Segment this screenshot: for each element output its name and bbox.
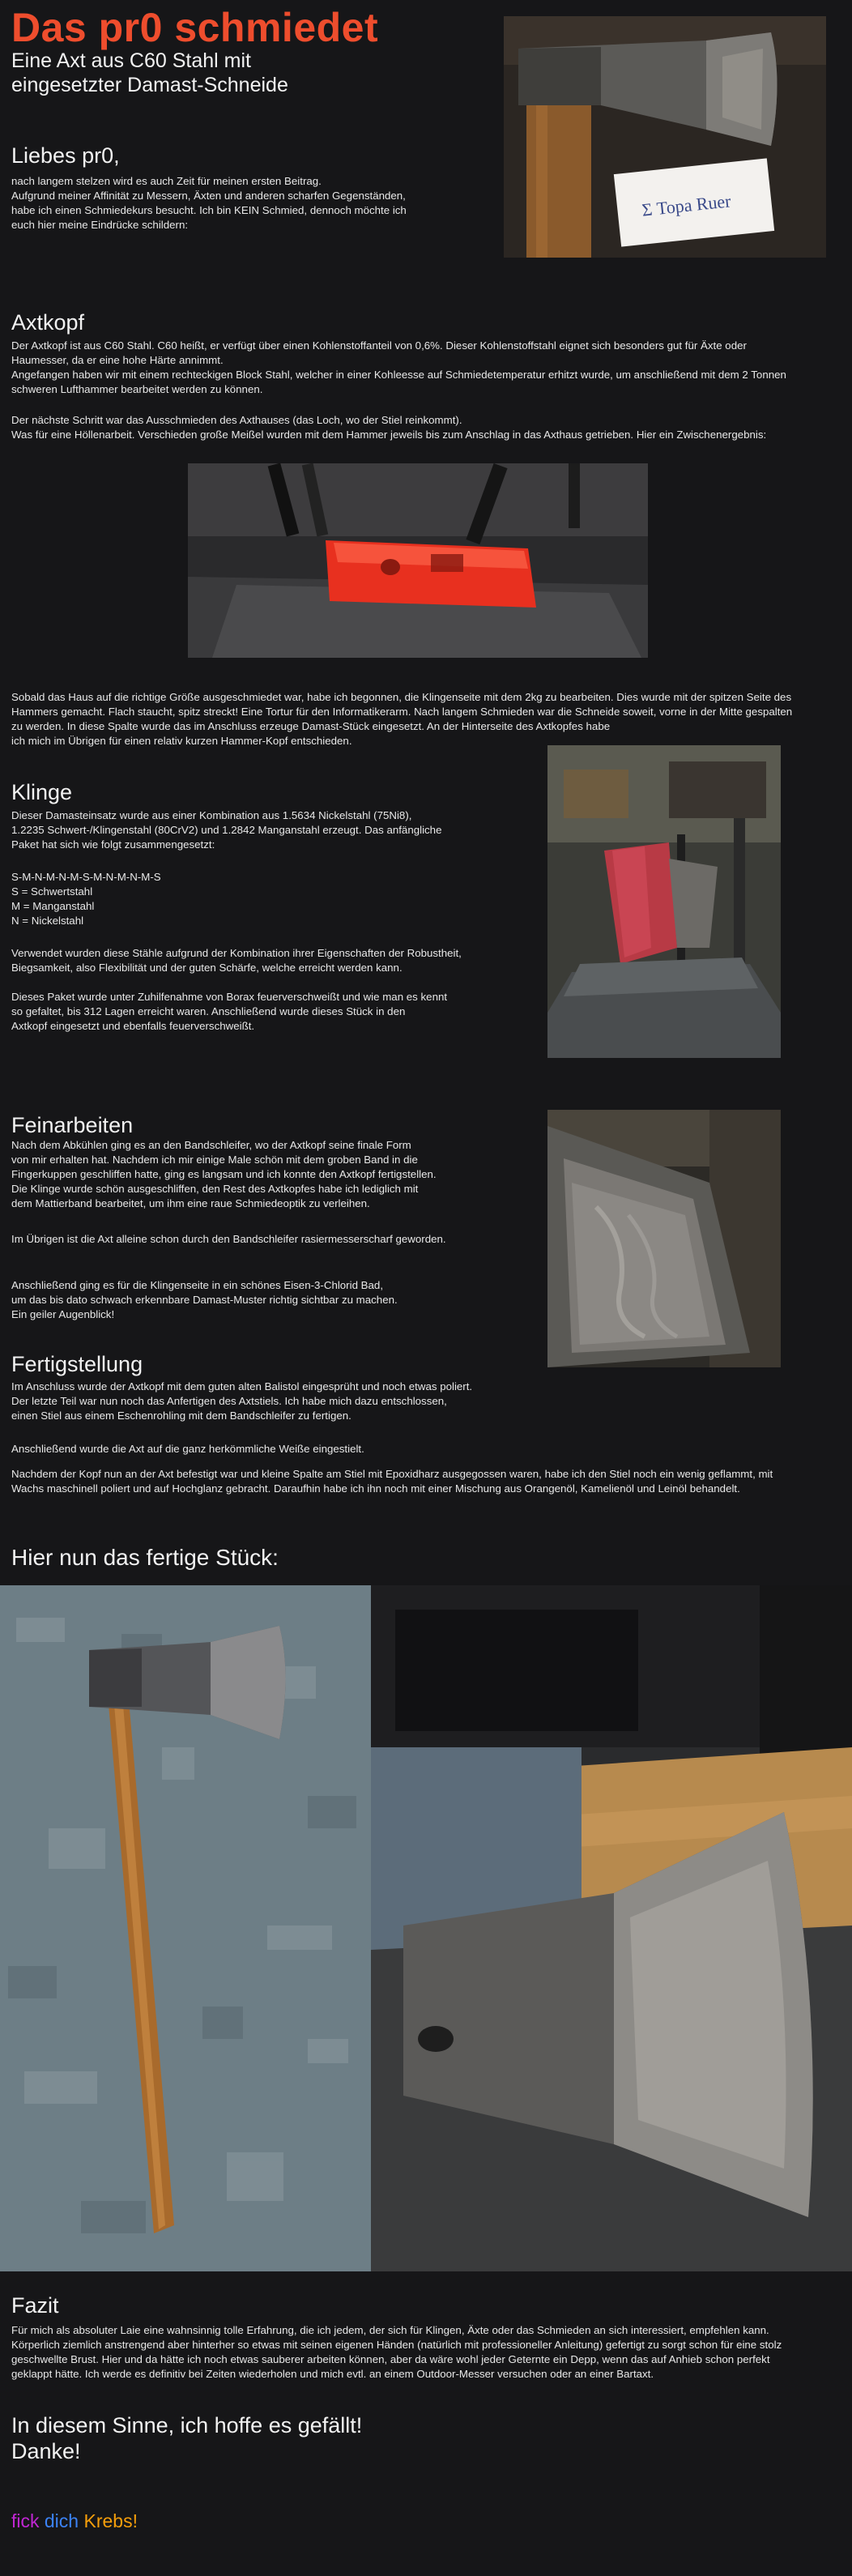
final-heading: Hier nun das fertige Stück: [11, 1545, 279, 1570]
intro-text: nach langem stelzen wird es auch Zeit für meinen ersten Beitrag. Aufgrund meiner Affinität zu Messern, Äxten und anderen scharfen Gegenständen, habe ich einen Schmiedekurs besucht. Ich bin KEIN Schmied, dennoch möchte ich euch hier meine Eindrücke schildern: [11, 175, 407, 231]
fertigstellung-text-2: Anschließend wurde die Axt auf die ganz herkömmliche Weiße eingestielt. [11, 1443, 364, 1455]
finished-axe-closeup-photo [371, 1585, 852, 2271]
axtkopf-heading: Axtkopf [11, 310, 85, 335]
klinge-text-1: Dieser Damasteinsatz wurde aus einer Kombination aus 1.5634 Nickelstahl (75Ni8), 1.2235 Schwert-/Klingenstahl (80CrV2) und 1.2842 Manganstahl erzeugt. Das anfängliche Paket hat sich wie folgt zusammengesetzt: [11, 809, 442, 851]
feinarbeiten-heading: Feinarbeiten [11, 1113, 134, 1137]
krebs-word-3: Krebs! [83, 2510, 138, 2531]
page-title: Das pr0 schmiedet [11, 5, 379, 50]
fertigstellung-text-1: Im Anschluss wurde der Axtkopf mit dem guten alten Balistol eingesprüht und noch etwas poliert. Der letzte Teil war nun noch das Anfertigen des Axtstiels. Ich habe mich dazu entschlossen, einen Stiel aus einem Eschenrohling mit dem Bandschleifer zu fertigen. [11, 1380, 473, 1422]
axtkopf-text-2: Der nächste Schritt war das Ausschmieden des Axthauses (das Loch, wo der Stiel reinkommt). Was für eine Höllenarbeit. Verschieden große Meißel wurden mit dem Hammer jeweils bis zum Anschlag in das Axthaus getrieben. Hier ein Zwischenergebnis: [11, 414, 767, 441]
axtkopf-text-3: Sobald das Haus auf die richtige Größe ausgeschmiedet war, habe ich begonnen, die Klingenseite mit dem 2kg zu bearbeiten. Dies wurde mit der spitzen Seite des Hammers gemacht. Flach staucht, spitz streckt! Eine Tortur für den Informatikerarm. Nach langem Schmieden war die Schneide soweit, vorne in der Mitte gespalten zu werden. In diese Spalte wurde das im Anschluss erzeuge Damast-Stück eingesetzt. An der Hinterseite des Axtkopfes habe ich mich im Übrigen für einen relativ kurzen Hammer-Kopf entschieden. [11, 691, 793, 747]
axtkopf-text-1: Der Axtkopf ist aus C60 Stahl. C60 heißt, er verfügt über einen Kohlenstoffanteil von 0,6%. Dieser Kohlenstoffstahl eignet sich besonders gut für Äxte oder Haumesser, da er eine hohe Härte annimmt. Angefangen haben wir mit einem rechteckigen Block Stahl, welcher in einer Kohleesse auf Schmiedetemperatur erhitzt wurde, um anschließend mit dem 2 Tonnen schweren Lufthammer bearbeitet werden zu können. [11, 339, 786, 395]
krebs-word-1: fick [11, 2510, 40, 2531]
page-subtitle: Eine Axt aus C60 Stahl mit eingesetzter Damast-Schneide [11, 49, 288, 96]
krebs-word-2: dich [44, 2510, 79, 2531]
closing-line-1: In diesem Sinne, ich hoffe es gefällt! [11, 2413, 363, 2437]
closing-line-2: Danke! [11, 2439, 81, 2463]
fertigstellung-heading: Fertigstellung [11, 1352, 143, 1376]
damascus-blade-closeup-photo [547, 1110, 781, 1367]
fazit-heading: Fazit [11, 2293, 59, 2318]
klinge-text-2: S-M-N-M-N-M-S-M-N-M-N-M-S S = Schwertstahl M = Manganstahl N = Nickelstahl [11, 871, 161, 927]
axe-with-note-photo [504, 16, 826, 258]
krebs-line [11, 2510, 138, 2532]
klinge-text-3: Verwendet wurden diese Stähle aufgrund der Kombination ihrer Eigenschaften der Robustheit, Biegsamkeit, also Flexibilität und der guten Schärfe, welche erreicht werden kann. [11, 947, 462, 974]
feinarbeiten-text-2: Im Übrigen ist die Axt alleine schon durch den Bandschleifer rasiermesserscharf geworden. [11, 1233, 446, 1245]
blade-on-anvil-photo [547, 745, 781, 1058]
feinarbeiten-text-1: Nach dem Abkühlen ging es an den Bandschleifer, wo der Axtkopf seine finale Form von mir erhalten hat. Nachdem ich mir einige Male schön mit dem groben Band in die Fingerkuppen geschliffen hatte, ging es langsam und ich konnte den Axtkopf fertigstellen. Die Klinge wurde schön ausgeschliffen, den Rest des Axtkopfes habe ich lediglich mit dem Mattierband bearbeitet, um ihm eine raue Schmiedeoptik zu verleihen. [11, 1139, 437, 1209]
finished-axe-full-photo [0, 1585, 371, 2271]
photo-note-text: Σ Topa Ruer [641, 190, 732, 220]
klinge-heading: Klinge [11, 780, 73, 804]
intro-heading: Liebes pr0, [11, 143, 120, 168]
klinge-text-4: Dieses Paket wurde unter Zuhilfenahme von Borax feuerverschweißt und wie man es kennt so gefaltet, bis 312 Lagen erreicht waren. Anschließend wurde dieses Stück in den Axtkopf eingesetzt und ebenfalls feuerverschweißt. [11, 991, 448, 1032]
fertigstellung-text-3: Nachdem der Kopf nun an der Axt befestigt war und kleine Spalte am Stiel mit Epoxidharz ausgegossen waren, habe ich den Stiel noch ein wenig geflammt, mit Wachs maschinell poliert und auf Hochglanz gebracht. Daraufhin habe ich ihn noch mit einer Mischung aus Orangenöl, Kamelienöl und Leinöl behandelt. [11, 1468, 773, 1495]
glowing-steel-block-photo [188, 463, 648, 658]
fazit-text: Für mich als absoluter Laie eine wahnsinnig tolle Erfahrung, die ich jedem, der sich für Klingen, Äxte oder das Schmieden an sich interessiert, empfehlen kann. Körperlich ziemlich anstrengend aber hinterher so etwas mit seinen eigenen Händen (natürlich mit professioneller Anleitung) gefertigt zu sorgt schon für eine stolz geschwellte Brust. Hier und da hätte ich noch etwas sauberer arbeiten können, aber da wäre wohl jeder Geternte ein Depp, wenn das auf Anhieb schon perfekt geklappt hätte. Ich werde es definitiv bei Zeiten wiederholen und mich evtl. an einem Outdoor-Messer versuchen oder an einer Bartaxt. [11, 2324, 782, 2380]
feinarbeiten-text-3: Anschließend ging es für die Klingenseite in ein schönes Eisen-3-Chlorid Bad, um das bis dato schwach erkennbare Damast-Muster richtig sichtbar zu machen. Ein geiler Augenblick! [11, 1279, 398, 1320]
